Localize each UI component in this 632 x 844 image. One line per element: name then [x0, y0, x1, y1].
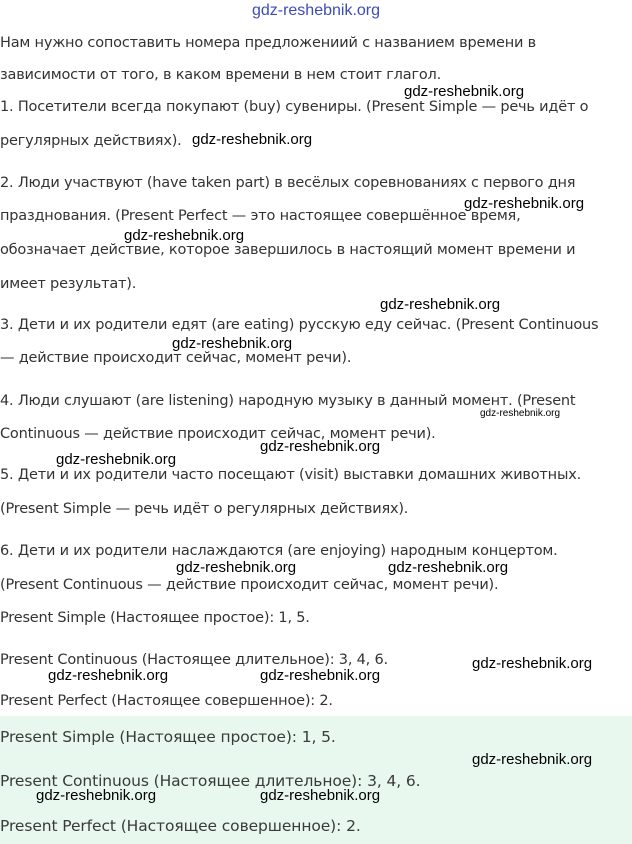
text-line: обозначает действие, которое завершилось в настоящий момент времени и: [0, 242, 576, 258]
watermark: gdz-reshebnik.org: [36, 787, 157, 804]
text-line: 1. Посетители всегда покупают (buy) сувениры. (Present Simple — речь идёт о: [0, 99, 589, 115]
watermark: gdz-reshebnik.org: [472, 655, 593, 672]
text-line: Present Continuous (Настоящее длительное): 3, 4, 6.: [0, 652, 388, 668]
watermark: gdz-reshebnik.org: [260, 438, 381, 455]
text-line: 5. Дети и их родители часто посещают (visit) выставки домашних животных.: [0, 467, 581, 483]
watermark: gdz-reshebnik.org: [472, 751, 593, 768]
text-line: 6. Дети и их родители наслаждаются (are enjoying) народным концертом.: [0, 543, 558, 559]
text-line: (Present Simple — речь идёт о регулярных действиях).: [0, 501, 409, 517]
watermark: gdz-reshebnik.org: [404, 83, 525, 100]
text-line: — действие происходит сейчас, момент речи).: [0, 350, 352, 366]
text-line: регулярных действиях).: [0, 133, 182, 149]
text-line: 4. Люди слушают (are listening) народную музыку в данный момент. (Present: [0, 393, 576, 409]
text-line: имеет результат).: [0, 276, 137, 292]
watermark: gdz-reshebnik.org: [260, 667, 381, 684]
summary-line: Present Continuous (Настоящее длительное): 3, 4, 6.: [0, 772, 421, 790]
text-line: зависимости от того, в каком времени в нем стоит глагол.: [0, 67, 442, 83]
watermark: gdz-reshebnik.org: [124, 227, 245, 244]
watermark: gdz-reshebnik.org: [388, 559, 509, 576]
text-line: празднования. (Present Perfect — это настоящее совершённое время,: [0, 208, 521, 224]
answer-highlight-box: [0, 716, 632, 844]
text-line: Continuous — действие происходит сейчас, момент речи).: [0, 426, 436, 442]
text-line: 3. Дети и их родители едят (are eating) русскую еду сейчас. (Present Continuous: [0, 317, 599, 333]
watermark: gdz-reshebnik.org: [172, 335, 293, 352]
text-line: 2. Люди участвуют (have taken part) в весёлых соревнованиях с первого дня: [0, 175, 576, 191]
watermark: gdz-reshebnik.org: [56, 451, 177, 468]
text-line: (Present Continuous — действие происходит сейчас, момент речи).: [0, 577, 499, 593]
text-line: Present Perfect (Настоящее совершенное): 2.: [0, 693, 333, 709]
watermark: gdz-reshebnik.org: [260, 787, 381, 804]
text-line: Нам нужно сопоставить номера предложениий с названием времени в: [0, 35, 536, 51]
watermark: gdz-reshebnik.org: [480, 408, 561, 419]
watermark: gdz-reshebnik.org: [380, 296, 501, 313]
watermark: gdz-reshebnik.org: [48, 667, 169, 684]
summary-line: Present Perfect (Настоящее совершенное): 2.: [0, 817, 361, 835]
text-line: Present Simple (Настоящее простое): 1, 5.: [0, 610, 310, 626]
watermark: gdz-reshebnik.org: [464, 195, 585, 212]
header-watermark: gdz-reshebnik.org: [251, 2, 381, 19]
summary-line: Present Simple (Настоящее простое): 1, 5.: [0, 728, 336, 746]
watermark: gdz-reshebnik.org: [192, 131, 313, 148]
watermark: gdz-reshebnik.org: [176, 559, 297, 576]
